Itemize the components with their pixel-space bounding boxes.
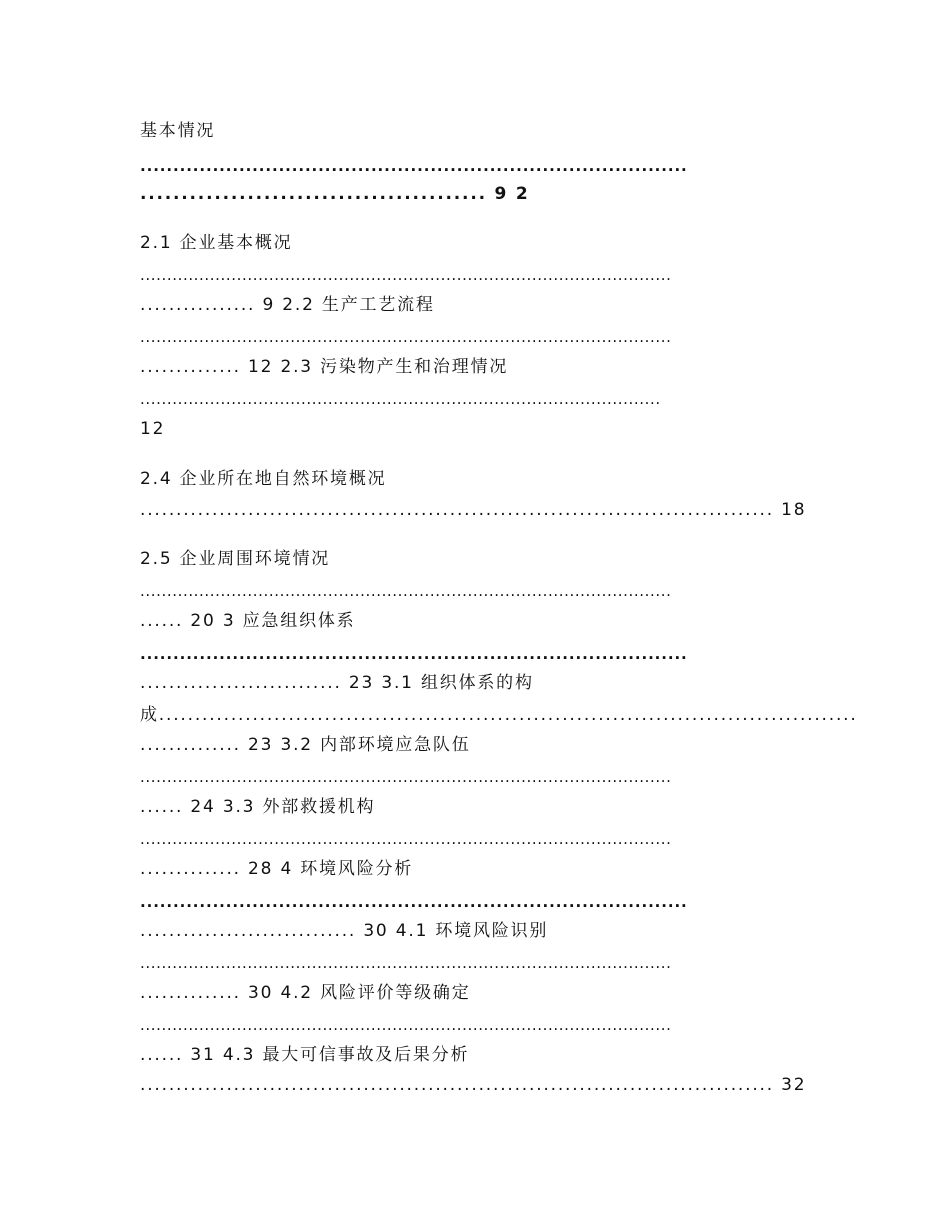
- toc-line: ................ 9 2.2 生产工艺流程: [140, 295, 435, 315]
- toc-leader-line: ...................................................................................................: [140, 830, 672, 848]
- toc-leader-line: .................................................................................................: [140, 390, 661, 408]
- toc-line: 2.5 企业周围环境情况: [140, 549, 331, 569]
- toc-line: ........................................................................................ 32: [140, 1075, 807, 1095]
- toc-line: 2.4 企业所在地自然环境概况: [140, 469, 387, 489]
- toc-line: .............. 12 2.3 污染物产生和治理情况: [140, 357, 509, 377]
- toc-leader-line: ...................................................................................................: [140, 328, 672, 346]
- toc-leader-line: ...................................................................................................: [140, 266, 672, 284]
- toc-line: ........................................................................................ 18: [140, 500, 807, 520]
- toc-line: 12: [140, 419, 166, 439]
- toc-line: .............. 30 4.2 风险评价等级确定: [140, 983, 471, 1003]
- toc-leader-line: ...................................................................................................: [140, 954, 672, 972]
- toc-leader-line: ...................................................................................................: [140, 768, 672, 786]
- toc-leader-line: ...................................................................................................: [140, 1016, 672, 1034]
- toc-leader-line: ...................................................................................: [140, 893, 688, 911]
- toc-line: .............. 28 4 环境风险分析: [140, 859, 414, 879]
- toc-line: .............. 23 3.2 内部环境应急队伍: [140, 735, 471, 755]
- toc-line: ...... 31 4.3 最大可信事故及后果分析: [140, 1045, 470, 1065]
- toc-line: ...... 20 3 应急组织体系: [140, 611, 356, 631]
- toc-line: .......................................... 9 2: [140, 184, 530, 204]
- toc-leader-line: ...................................................................................: [140, 157, 688, 175]
- toc-line: .............................. 30 4.1 环境风险识别: [140, 921, 549, 941]
- toc-line: 成.................................................................................................: [140, 705, 858, 725]
- toc-line: 基本情况: [140, 121, 216, 141]
- toc-line: ............................ 23 3.1 组织体系的构: [140, 673, 534, 693]
- toc-leader-line: ...................................................................................: [140, 645, 688, 663]
- toc-line: ...... 24 3.3 外部救援机构: [140, 797, 376, 817]
- toc-line: 2.1 企业基本概况: [140, 233, 293, 253]
- toc-leader-line: ...................................................................................................: [140, 582, 672, 600]
